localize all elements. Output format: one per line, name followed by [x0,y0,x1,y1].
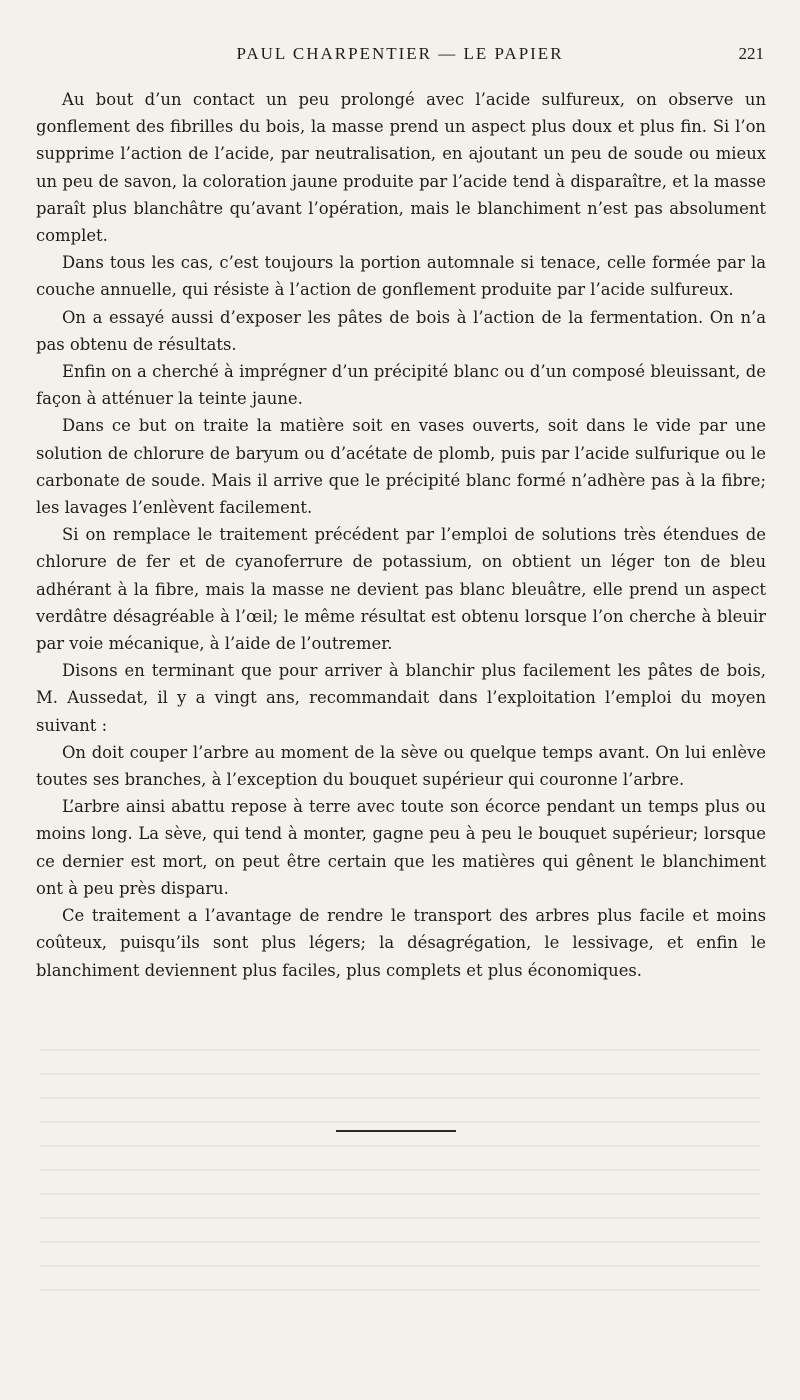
body-text [36,86,766,984]
paragraph: L’arbre ainsi abattu repose à terre avec toute son écorce pendant un temps plus ou moins long. La sève, qui tend à monter, gagne peu à peu le bouquet supérieur; lorsque ce dernier est mort, on peut être certain que les matières qui gênent le blanchiment ont à peu près disparu. [36,797,766,898]
paragraph: Dans tous les cas, c’est toujours la portion automnale si tenace, celle formée par la couche annuelle, qui résiste à l’action de gonflement produite par l’acide sulfureux. [36,253,766,300]
paragraph: Ce traitement a l’avantage de rendre le transport des arbres plus facile et moins coûteux, puisqu’ils sont plus légers; la désagrégation, le lessivage, et enfin le blanchiment deviennent plus faciles, plus complets et plus économiques. [36,906,766,980]
section-end-rule [336,1130,456,1132]
paragraph: On a essayé aussi d’exposer les pâtes de bois à l’action de la fermentation. On n’a pas obtenu de résultats. [36,307,766,354]
paragraph: On doit couper l’arbre au moment de la sève ou quelque temps avant. On lui enlève toutes ses branches, à l’exception du bouquet supérieur qui couronne l’arbre. [36,742,766,790]
paragraph: Disons en terminant que pour arriver à blanchir plus facilement les pâtes de bois, M. Aussedat, il y a vingt ans, recommandait dans l’exploitation l’emploi du moyen suivant : [36,661,766,735]
page-header [36,44,764,70]
paragraph: Au bout d’un contact un peu prolongé avec l’acide sulfureux, on observe un gonflement des fibrilles du bois, la masse prend un aspect plus doux et plus fin. Si l’on supprime l’action de l’acide, par neutralisation, en ajoutant un peu de soude ou mieux un peu de savon, la coloration jaune produite par l’acide tend à disparaître, et la masse paraît plus blanchâtre qu’avant l’opération, mais le blanchiment n’est pas absolument complet. [36,90,766,246]
paragraph: Si on remplace le traitement précédent par l’emploi de solutions très étendues de chlorure de fer et de cyanoferrure de potassium, on obtient un léger ton de bleu adhérant à la fibre, mais la masse ne devient pas blanc bleuâtre, elle prend un aspect verdâtre désagréable à l’œil; le même résultat est obtenu lorsque l’on cherche à bleuir par voie mécanique, à l’aide de l’outremer. [36,525,766,654]
running-head: PAUL CHARPENTIER — LE PAPIER [236,44,564,63]
show-through-texture [40,1035,760,1295]
paragraph: Dans ce but on traite la matière soit en vases ouverts, soit dans le vide par une solution de chlorure de baryum ou d’acétate de plomb, puis par l’acide sulfurique ou le carbonate de soude. Mais il arrive que le précipité blanc formé n’adhère pas à la fibre; les lavages l’enlèvent facilement. [36,416,766,518]
page-number: 221 [738,44,764,63]
paragraph: Enfin on a cherché à imprégner d’un précipité blanc ou d’un composé bleuissant, de façon à atténuer la teinte jaune. [36,362,766,409]
